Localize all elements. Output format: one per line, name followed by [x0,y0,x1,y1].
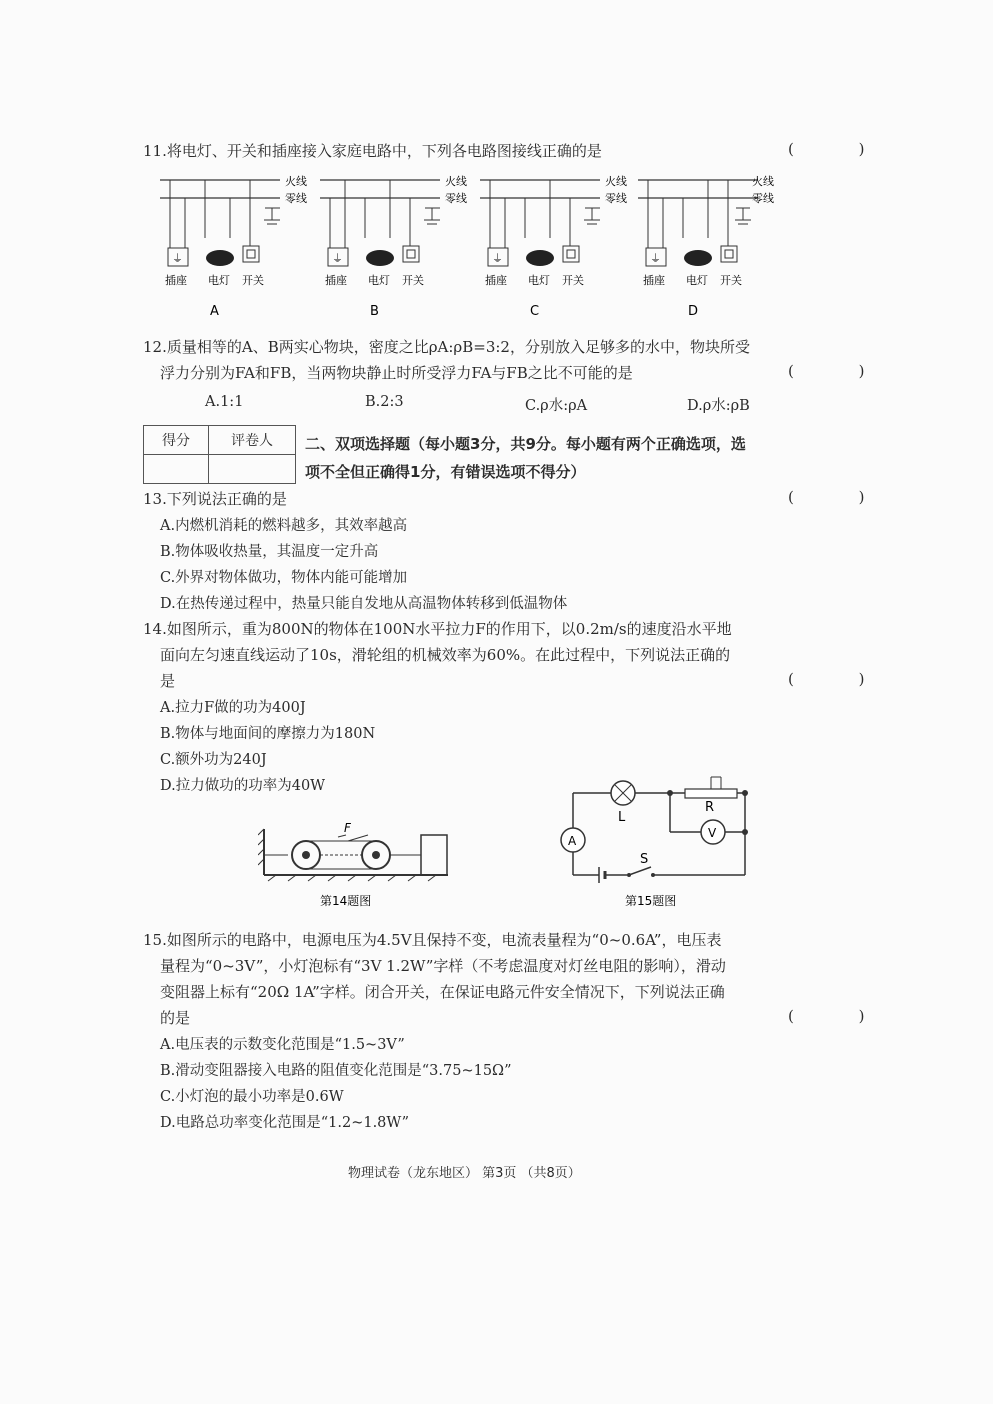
q11-c-neutral-label: 零线 [605,192,627,205]
q11-a-switch-label: 开关 [242,274,264,287]
q15-figure-caption: 第15题图 [625,894,677,908]
score-header: 得分 [144,426,209,455]
q11-c-live-label: 火线 [605,175,627,188]
q12-option-c: C.ρ水:ρA [525,398,588,414]
q12-option-b: B.2:3 [365,394,404,410]
q12-line1: 12.质量相等的A、B两实心物块，密度之比ρA:ρB=3:2，分别放入足够多的水中，物块所受 [143,338,750,356]
q15-option-b: B.滑动变阻器接入电路的阻值变化范围是“3.75~15Ω” [160,1063,512,1079]
q11-a-neutral-label: 零线 [285,192,307,205]
q15-switch-label: S [640,852,649,867]
q14-option-c: C.额外功为240J [160,752,267,768]
q15-option-c: C.小灯泡的最小功率是0.6W [160,1089,344,1105]
q14-line2: 面向左匀速直线运动了10s，滑轮组的机械效率为60%。在此过程中，下列说法正确的 [160,646,731,664]
q15-line4: 的是 [160,1009,191,1027]
q12-answer-paren: ( ) [788,362,895,380]
page-footer: 物理试卷（龙东地区） 第3页 （共8页） [348,1166,581,1181]
q14-option-b: B.物体与地面间的摩擦力为180N [160,726,376,742]
q11-d-socket-label: 插座 [643,274,665,287]
q15-line3: 变阻器上标有“20Ω 1A”字样。闭合开关，在保证电路元件安全情况下，下列说法正确 [160,983,725,1001]
q11-answer-paren: ( ) [788,140,895,158]
q15-line1: 15.如图所示的电路中，电源电压为4.5V且保持不变，电流表量程为“0~0.6A”，电压表 [143,931,722,949]
section-2-line1: 二、双项选择题（每小题3分，共9分。每小题有两个正确选项，选 [305,435,746,453]
q13-option-a: A.内燃机消耗的燃料越多，其效率越高 [160,518,408,534]
q14-figure-caption: 第14题图 [320,894,372,908]
q11-option-c: C [530,304,540,319]
grader-header: 评卷人 [209,426,296,455]
q15-option-d: D.电路总功率变化范围是“1.2~1.8W” [160,1115,409,1131]
q11-b-live-label: 火线 [445,175,467,188]
q15-line2: 量程为“0~3V”，小灯泡标有“3V 1.2W”字样（不考虑温度对灯丝电阻的影响），滑动 [160,957,726,975]
q11-d-switch-label: 开关 [720,274,742,287]
q11-option-d: D [688,304,699,319]
q11-option-a: A [210,304,219,319]
q11-b-socket-label: 插座 [325,274,347,287]
section-2-title [305,430,865,486]
q14-option-a: A.拉力F做的功为400J [160,700,306,716]
q11-circuit-diagrams [150,168,790,328]
q13-answer-paren: ( ) [788,488,895,506]
q12-option-a: A.1:1 [205,394,244,410]
q11-d-live-label: 火线 [752,175,774,188]
q13-option-c: C.外界对物体做功，物体内能可能增加 [160,570,408,586]
q11-c-socket-label: 插座 [485,274,507,287]
q11-diagram-a [160,174,307,319]
q11-diagram-b [320,174,467,319]
svg-text:⏚: ⏚ [650,252,661,265]
q15-rheostat-symbol [685,789,737,798]
q14-answer-paren: ( ) [788,670,895,688]
q11-a-live-label: 火线 [285,175,307,188]
q12-option-d: D.ρ水:ρB [687,398,750,414]
q14-option-d: D.拉力做功的功率为40W [160,778,326,794]
q15-circuit-figure [555,775,765,915]
q11-option-b: B [370,304,379,319]
q11-b-switch-label: 开关 [402,274,424,287]
q15-ammeter-label: A [568,834,577,848]
q11-b-lamp-label: 电灯 [368,274,390,287]
q13-option-d: D.在热传递过程中，热量只能自发地从高温物体转移到低温物体 [160,596,568,612]
q15-option-a: A.电压表的示数变化范围是“1.5~3V” [160,1037,405,1053]
score-table [143,425,296,484]
score-cell [144,455,209,484]
q15-lamp-label: L [618,810,626,825]
q11-d-neutral-label: 零线 [752,192,774,205]
q12-line2: 浮力分别为FA和FB，当两物块静止时所受浮力FA与FB之比不可能的是 [160,364,633,382]
q11-c-lamp-label: 电灯 [528,274,550,287]
q11-c-switch-label: 开关 [562,274,584,287]
svg-text:⏚: ⏚ [332,252,343,265]
q11-d-lamp-label: 电灯 [686,274,708,287]
q14-line3: 是 [160,672,176,690]
svg-text:⏚: ⏚ [172,252,183,265]
svg-text:⏚: ⏚ [492,252,503,265]
q11-stem: 11.将电灯、开关和插座接入家庭电路中，下列各电路图接线正确的是 [143,142,602,160]
grader-cell [209,455,296,484]
q14-pulley-figure [258,815,458,915]
section-2-line2: 项不全但正确得1分，有错误选项不得分） [305,463,586,481]
q11-a-socket-label: 插座 [165,274,187,287]
q14-force-label: F [344,821,351,835]
q15-answer-paren: ( ) [788,1007,895,1025]
q15-rheostat-label: R [705,800,715,815]
q14-line1: 14.如图所示，重为800N的物体在100N水平拉力F的作用下，以0.2m/s的速度沿水平地 [143,620,732,638]
q11-diagram-d [638,174,774,319]
q11-diagram-c [480,174,627,319]
q15-voltmeter-label: V [708,826,717,840]
q11-b-neutral-label: 零线 [445,192,467,205]
q13-stem: 13.下列说法正确的是 [143,490,287,508]
q11-a-lamp-label: 电灯 [208,274,230,287]
q13-option-b: B.物体吸收热量，其温度一定升高 [160,544,379,560]
